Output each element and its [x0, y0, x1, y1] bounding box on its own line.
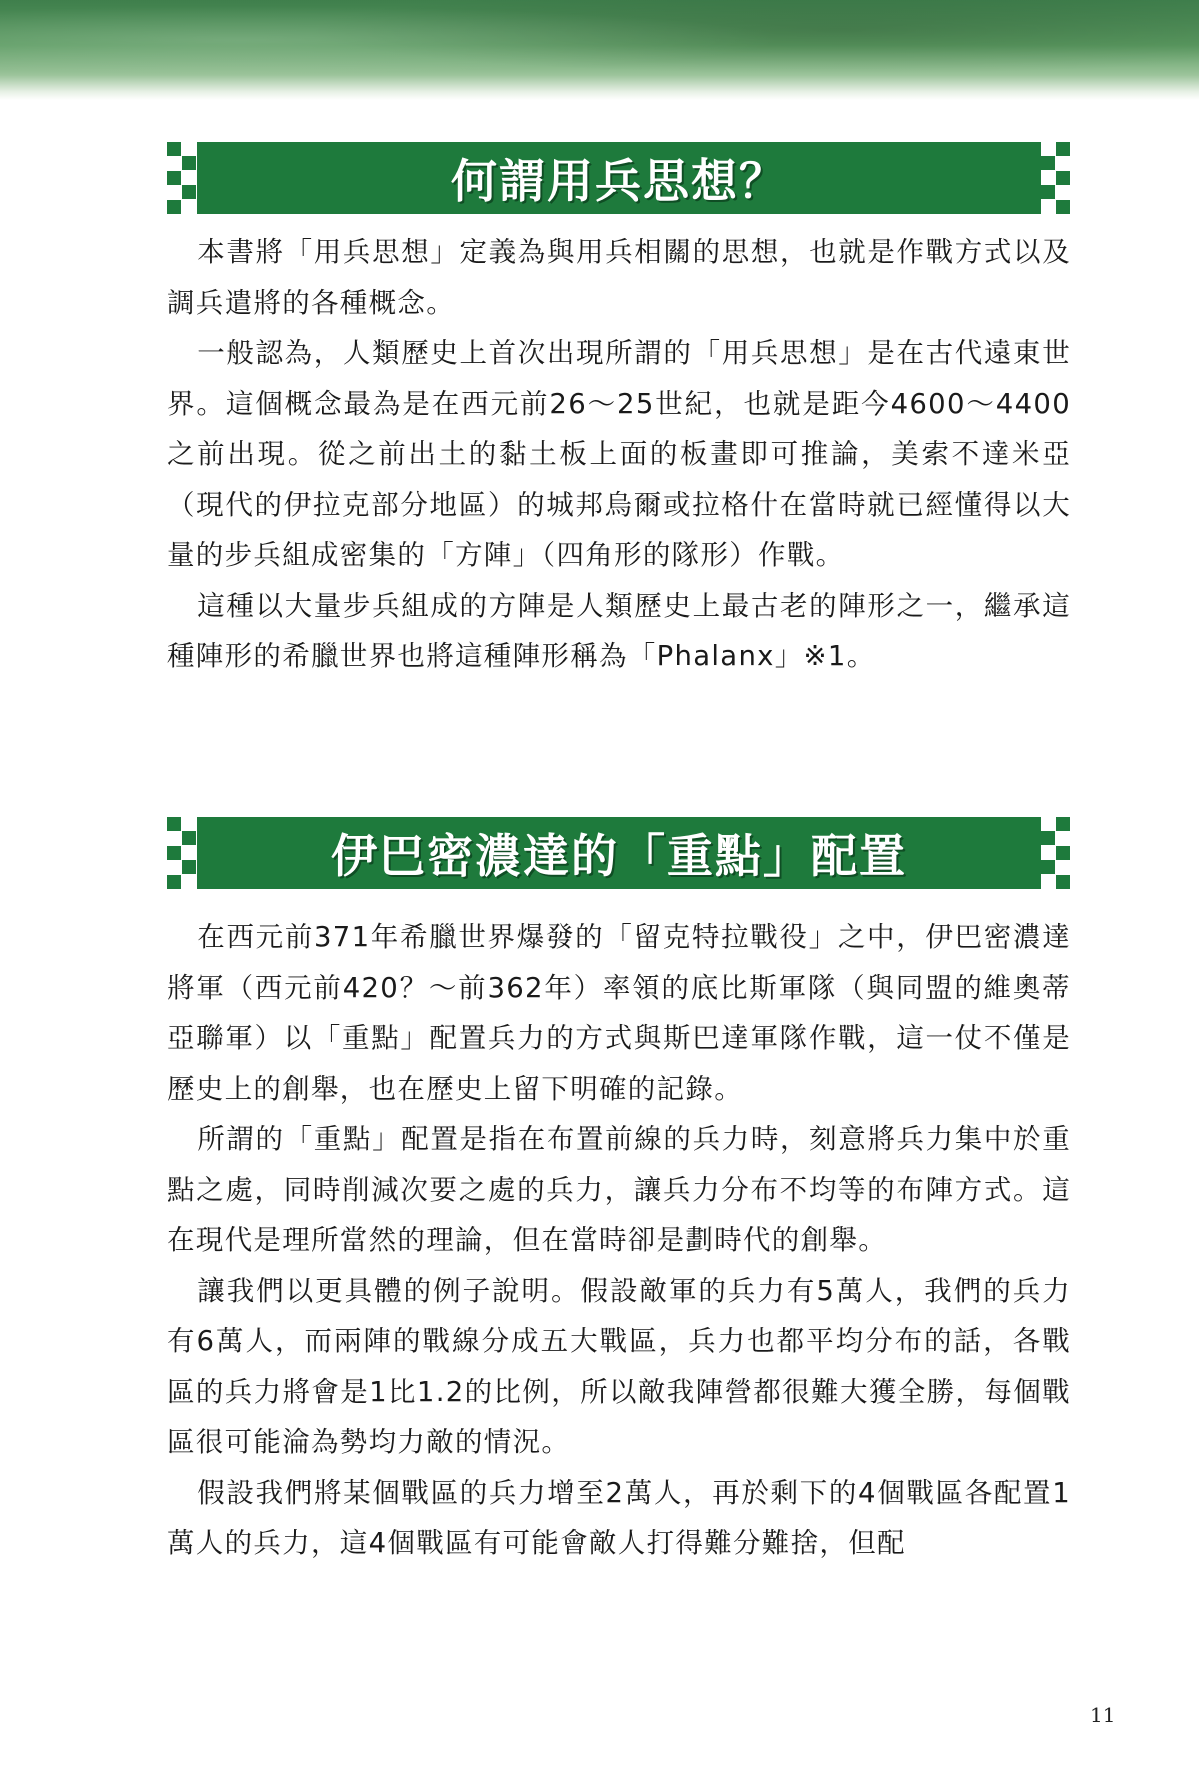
checker-ornament-right	[1041, 817, 1071, 889]
paragraph: 本書將「用兵思想」定義為與用兵相關的思想，也就是作戰方式以及調兵遣將的各種概念。	[167, 236, 1071, 319]
section-heading-1	[167, 142, 1071, 214]
section-heading-2	[167, 817, 1071, 889]
section-2-body	[167, 912, 1071, 1569]
paragraph: 這種以大量步兵組成的方陣是人類歷史上最古老的陣形之一，繼承這種陣形的希臘世界也將這種陣形稱為「Phalanx」※1。	[167, 589, 1071, 672]
checker-ornament-right	[1041, 142, 1071, 214]
heading-title: 何謂用兵思想？	[451, 154, 787, 208]
checker-ornament-left	[167, 142, 197, 214]
paragraph: 在西元前371年希臘世界爆發的「留克特拉戰役」之中，伊巴密濃達將軍（西元前420？～前362年）率領的底比斯軍隊（與同盟的維奧蒂亞聯軍）以「重點」配置兵力的方式與斯巴達軍隊作戰，這一仗不僅是歷史上的創舉，也在歷史上留下明確的記錄。	[167, 921, 1071, 1105]
section-1-body	[167, 227, 1071, 682]
paragraph: 假設我們將某個戰區的兵力增至2萬人，再於剩下的4個戰區各配置1萬人的兵力，這4個戰區有可能會敵人打得難分難捨，但配	[167, 1476, 1071, 1559]
checker-ornament-left	[167, 817, 197, 889]
paragraph: 讓我們以更具體的例子說明。假設敵軍的兵力有5萬人，我們的兵力有6萬人，而兩陣的戰線分成五大戰區，兵力也都平均分布的話，各戰區的兵力將會是1比1.2的比例，所以敵我陣營都很難大獲全勝，每個戰區很可能淪為勢均力敵的情況。	[167, 1274, 1071, 1458]
top-decorative-band	[0, 0, 1199, 100]
page-number: 11	[1090, 1703, 1116, 1727]
heading-title: 伊巴密濃達的「重點」配置	[331, 829, 907, 883]
paragraph: 一般認為，人類歷史上首次出現所謂的「用兵思想」是在古代遠東世界。這個概念最為是在西元前26～25世紀，也就是距今4600～4400之前出現。從之前出土的黏土板上面的板畫即可推論，美索不達米亞（現代的伊拉克部分地區）的城邦烏爾或拉格什在當時就已經懂得以大量的步兵組成密集的「方陣」（四角形的隊形）作戰。	[167, 337, 1071, 571]
paragraph: 所謂的「重點」配置是指在布置前線的兵力時，刻意將兵力集中於重點之處，同時削減次要之處的兵力，讓兵力分布不均等的布陣方式。這在現代是理所當然的理論，但在當時卻是劃時代的創舉。	[167, 1123, 1071, 1256]
